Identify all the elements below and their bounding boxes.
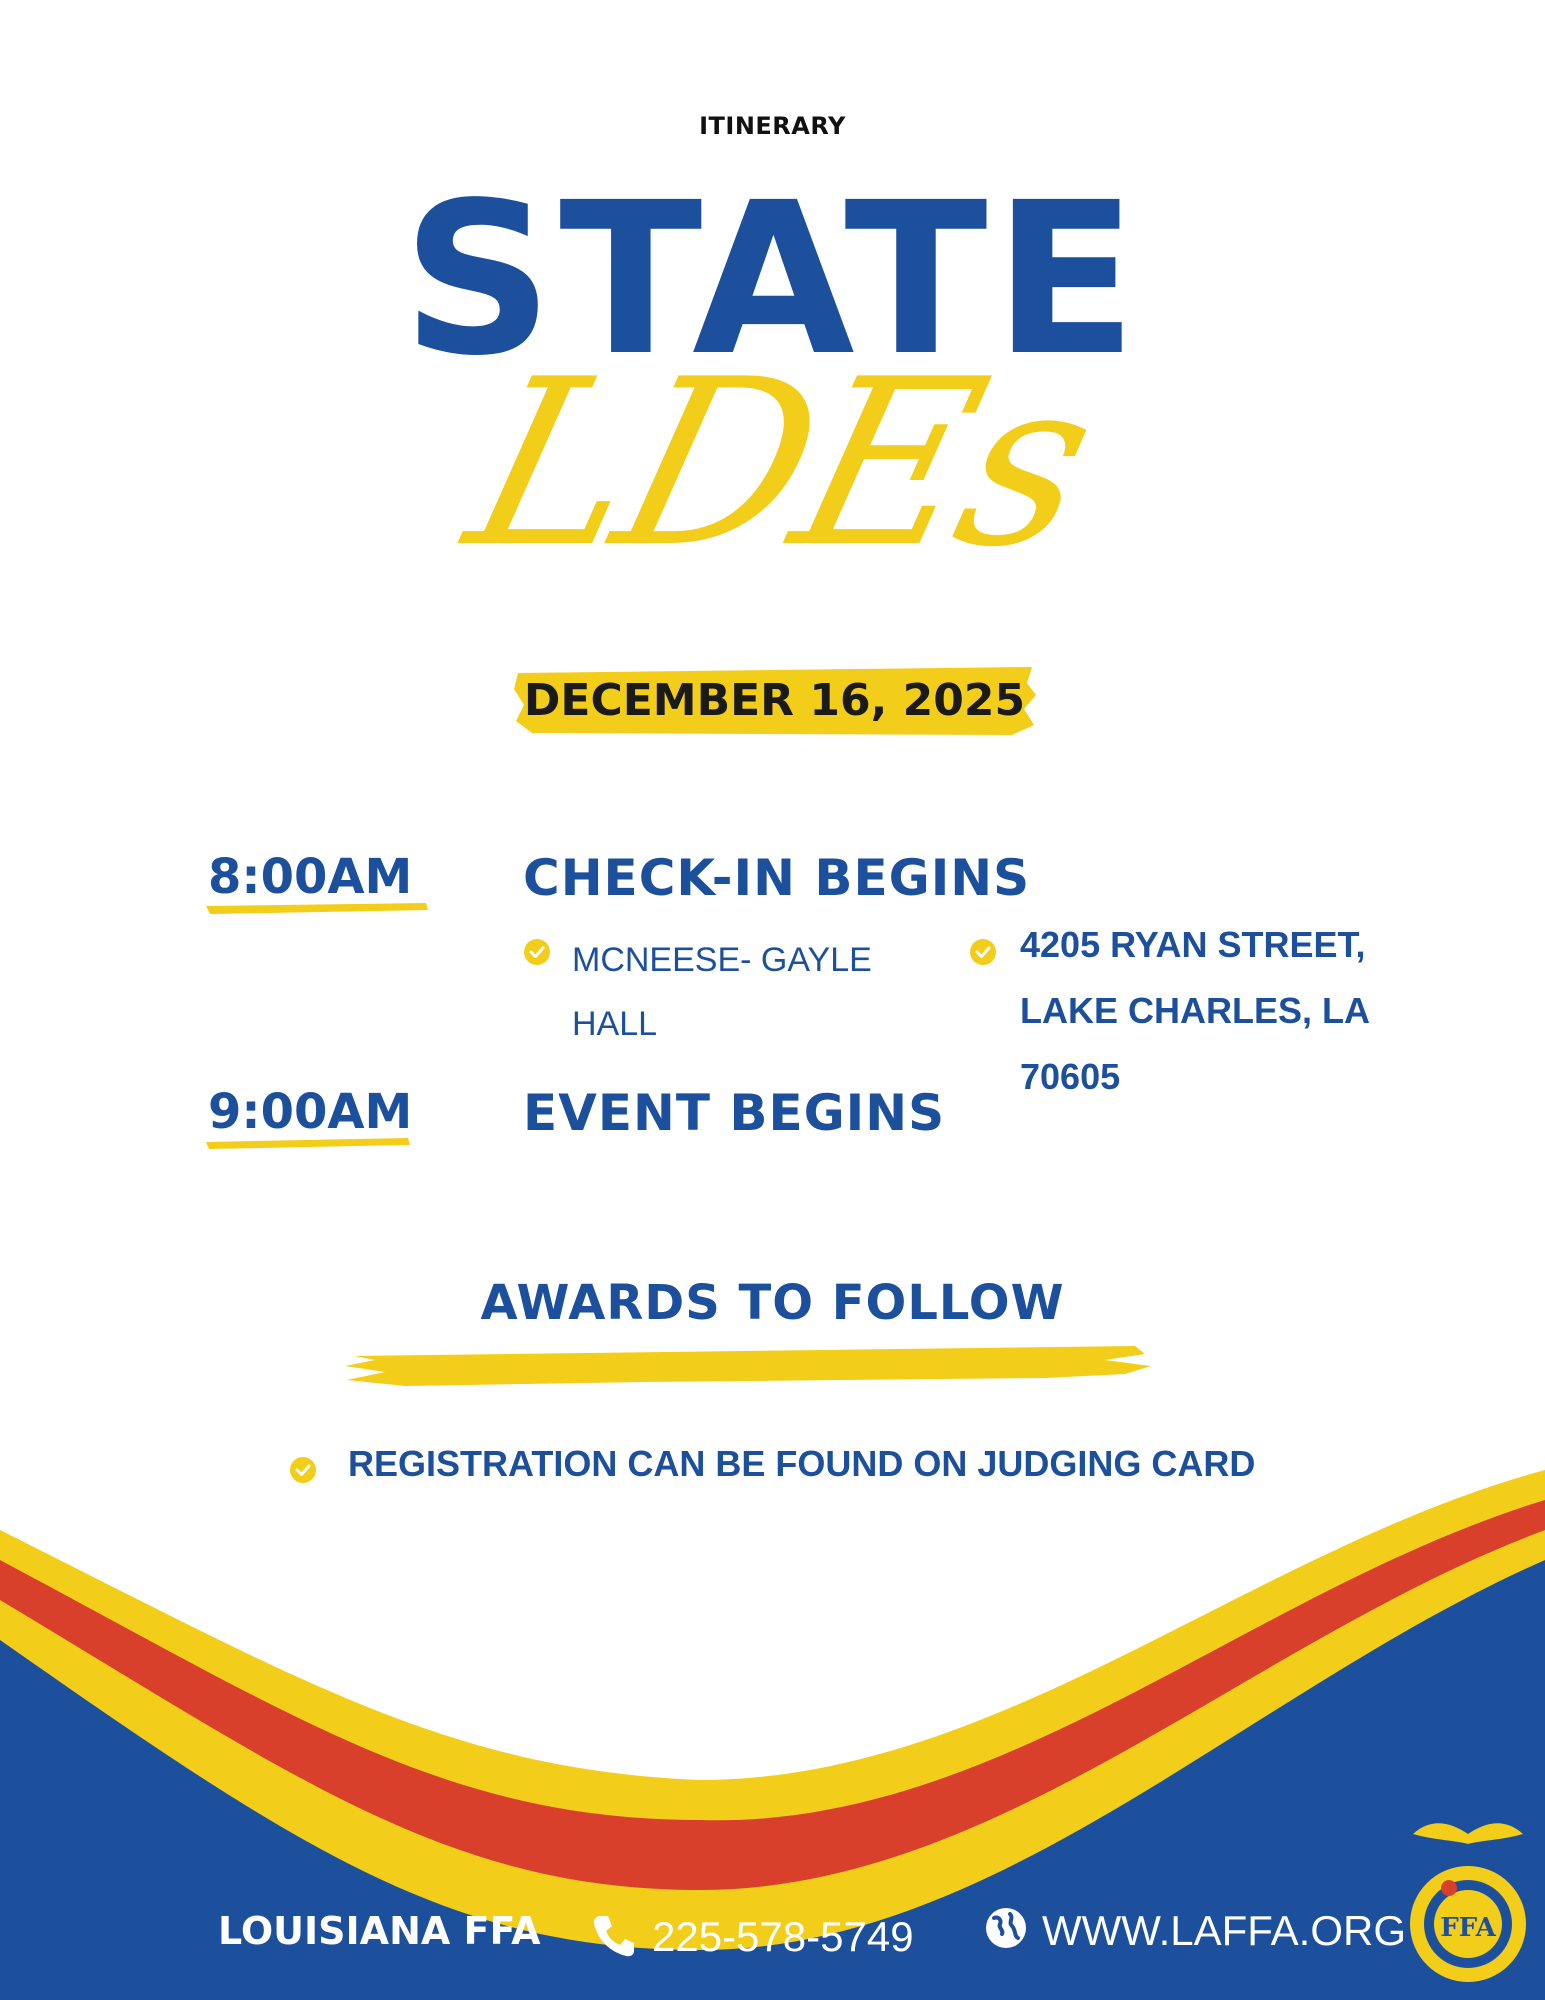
itinerary-label: ITINERARY xyxy=(699,112,846,140)
venue-address xyxy=(1020,912,1370,1110)
address-line: 4205 RYAN STREET, xyxy=(1020,924,1366,965)
time-underline xyxy=(206,901,428,915)
time-checkin: 8:00AM xyxy=(208,849,413,905)
title-ldes: LDEs xyxy=(447,331,1113,598)
awards-brush-underline xyxy=(345,1338,1153,1390)
time-underline xyxy=(206,1136,410,1150)
event-checkin: CHECK-IN BEGINS xyxy=(523,849,1031,907)
emblem-text: FFA xyxy=(1440,1913,1496,1943)
address-line: LAKE CHARLES, LA xyxy=(1020,990,1370,1031)
venue-name xyxy=(572,928,872,1056)
time-event: 9:00AM xyxy=(208,1084,413,1140)
venue-line: MCNEESE- GAYLE xyxy=(572,941,872,979)
footer-org: LOUISIANA FFA xyxy=(218,1909,541,1953)
ffa-emblem-icon xyxy=(1403,1814,1533,1994)
awards-heading: AWARDS TO FOLLOW xyxy=(480,1275,1065,1331)
event-date: DECEMBER 16, 2025 xyxy=(523,675,1026,726)
event-start: EVENT BEGINS xyxy=(523,1084,946,1142)
title-state: STATE xyxy=(401,157,1144,402)
footer-website[interactable]: WWW.LAFFA.ORG xyxy=(1042,1907,1406,1954)
venue-line: HALL xyxy=(572,1005,658,1043)
address-line: 70605 xyxy=(1020,1056,1121,1097)
check-circle-icon xyxy=(969,938,997,966)
registration-note: REGISTRATION CAN BE FOUND ON JUDGING CARD xyxy=(348,1443,1256,1484)
footer-phone[interactable]: 225-578-5749 xyxy=(652,1913,914,1960)
globe-icon xyxy=(984,1906,1028,1950)
check-circle-icon xyxy=(523,938,551,966)
phone-icon xyxy=(592,1914,636,1958)
